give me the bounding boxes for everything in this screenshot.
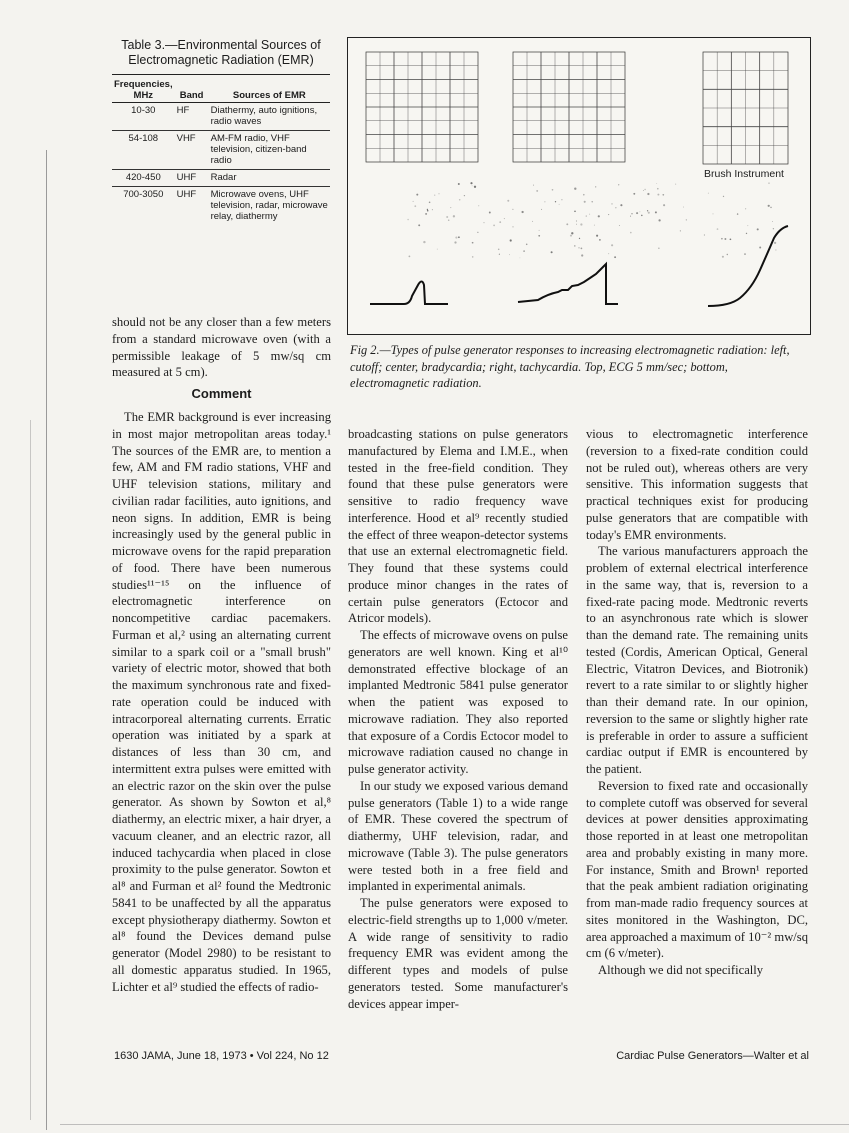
scan-speck (512, 209, 513, 210)
pulse-response-traces (348, 38, 810, 334)
scan-speck (768, 182, 769, 183)
scan-speck (483, 222, 484, 223)
scan-speck (773, 228, 774, 229)
scan-speck (425, 213, 427, 215)
column-1-continuation (112, 314, 331, 381)
scan-speck (722, 256, 724, 258)
table-title: Table 3.—Environmental Sources of Electromagnetic Radiation (EMR) (121, 38, 321, 67)
cell-frequency: 420-450 (112, 170, 175, 187)
footer-journal-citation: 1630 JAMA, June 18, 1973 • Vol 224, No 12 (114, 1050, 329, 1062)
column-1-body (112, 409, 331, 995)
scan-speck (772, 221, 773, 222)
scan-speck (644, 189, 645, 190)
scan-speck (561, 199, 562, 200)
scan-speck (633, 193, 635, 195)
section-heading-comment: Comment (191, 386, 252, 401)
scan-speck (574, 188, 576, 190)
table-row (112, 131, 330, 170)
cell-sources: Microwave ovens, UHF television, radar, microwave relay, diathermy (210, 189, 328, 222)
cell-band: UHF (176, 189, 197, 200)
environmental-sources-table (112, 36, 330, 286)
scan-speck (504, 218, 505, 219)
scan-speck (757, 228, 759, 230)
scan-speck (437, 249, 438, 250)
scan-speck (683, 207, 684, 208)
scan-speck (489, 212, 491, 214)
scan-speck (438, 193, 439, 194)
scan-speck (510, 239, 512, 241)
scan-speck (427, 210, 429, 212)
scan-speck (717, 228, 719, 230)
scan-speck (598, 215, 600, 217)
scan-speck (459, 199, 461, 201)
cell-sources: Diathermy, auto ignitions, radio waves (209, 103, 330, 131)
scan-speck (555, 201, 556, 202)
scan-speck (639, 211, 640, 212)
scan-speck (608, 214, 609, 215)
paragraph: In our study we exposed various demand pulse generators (Table 1) to a wide range of EMR. These covered the spectrum of diathermy, UHF television, radar, and microwave (Table 3). The pulse generators were tested both in a free field and implanted in experimental animals. (348, 778, 568, 894)
cell-band: HF (175, 103, 209, 131)
scan-speck (498, 249, 500, 251)
table-row (112, 187, 330, 226)
scan-speck (499, 254, 500, 255)
scan-speck (723, 196, 724, 197)
scan-speck (509, 254, 510, 255)
scan-speck (583, 194, 585, 196)
scan-speck (578, 247, 580, 249)
scan-speck (704, 234, 705, 235)
scan-speck (680, 230, 681, 231)
scan-speck (727, 254, 728, 255)
table-row (112, 103, 330, 131)
scan-speck (539, 230, 540, 231)
scan-speck (414, 205, 416, 207)
scan-speck (423, 241, 425, 243)
footer-running-title: Cardiac Pulse Generators—Walter et al (616, 1050, 809, 1062)
scan-speck (721, 238, 723, 240)
scan-speck (657, 188, 659, 190)
scan-speck (675, 184, 676, 185)
scan-speck (643, 190, 644, 191)
scan-speck (519, 257, 520, 258)
scan-speck (429, 202, 431, 204)
scan-speck (724, 238, 726, 240)
scan-speck (594, 225, 595, 226)
scan-speck (618, 184, 619, 185)
scan-speck (774, 242, 776, 244)
scan-speck (418, 224, 420, 226)
scan-speck (611, 203, 612, 204)
scan-speck (658, 219, 660, 221)
scan-speck (458, 183, 460, 185)
col-header-sources: Sources of EMR (209, 77, 330, 103)
cell-frequency: 54-108 (112, 131, 175, 170)
brush-instrument-label: Brush Instrument (704, 168, 784, 180)
scan-speck (655, 211, 657, 213)
scan-speck (570, 235, 572, 237)
scan-speck (775, 249, 776, 250)
scan-speck (611, 244, 613, 246)
scan-speck (493, 225, 495, 227)
scan-speck (464, 195, 465, 196)
scan-speck (532, 221, 533, 222)
scan-speck (432, 209, 433, 210)
scan-speck (571, 232, 573, 234)
scan-speck (770, 207, 772, 209)
paragraph: vious to electromagnetic interference (reversion to a fixed-rate condition could not be ruled out), whereas others are very sensitive. This information suggests that practical techniques exist for producing pulse generators that are compatible with today's EMR environments. (586, 427, 808, 542)
figure-2 (347, 37, 811, 335)
scan-speck (536, 190, 538, 192)
scan-speck (446, 216, 448, 218)
scan-speck (631, 213, 632, 214)
paragraph: Although we did not specifically (598, 963, 764, 977)
scan-speck (409, 256, 411, 258)
scan-speck (580, 223, 582, 225)
scan-speck (416, 194, 418, 196)
scan-speck (615, 207, 616, 208)
column-2-body (348, 426, 568, 1012)
scan-speck (499, 221, 501, 223)
scan-speck (662, 194, 664, 196)
paragraph: The EMR background is ever increasing in most major metropolitan areas today.¹ The sources of the EMR are, to mention a few, AM and FM radio stations, VHF and UHF television stations, military and civilian radar facilities, auto ignitions, and neon signs. In addition, EMR is being increasingly used by the general public in microwave ovens for the rapid preparation of food. There have been numerous studies¹¹⁻¹⁵ on the influence of electromagnetic interference on noncompetitive cardiac pacemakers. Furman et al,² using an alternating current similar to a spark coil or a "small brush" variety of electric motor, showed that both the maximum synchronous rate and fixed-rate operation could be induced with intracorporeal alternating currents. Erratic operation was initiated by a spark at distances of less than 30 cm, and intermittent extra pulses were emitted with an electric razor on the skin over the pulse generator. As shown by Sowton et al,⁸ diathermy, an electric mixer, a hair dryer, a vacuum cleaner, and an electric razor, all induced tachycardia when placed in close proximity to the pulse generator. Sowton et al⁸ and Furman et al² found the Medtronic 5841 to be unaffected by all the apparatus except physiotherapy diathermy. Sowton et al⁸ found the Devices demand pulse generator (Model 2980) to be resistant to all domestic apparatus studied. In 1965, Lichter et al⁹ studied the effects of radio- (112, 410, 331, 994)
scan-speck (472, 185, 473, 186)
cell-sources: AM-FM radio, VHF television, citizen-band radio (209, 131, 330, 170)
scan-speck (747, 225, 748, 226)
scan-speck (658, 248, 659, 249)
scan-speck (596, 235, 598, 237)
scan-speck (608, 253, 609, 254)
scan-speck (648, 212, 650, 214)
scan-speck (656, 183, 657, 184)
scan-speck (448, 219, 449, 220)
scan-speck (641, 215, 643, 217)
scan-speck (581, 254, 583, 256)
cutoff-trace (370, 282, 448, 305)
cell-frequency: 700-3050 (123, 189, 164, 200)
scan-speck (478, 205, 479, 206)
scan-speck (454, 241, 456, 243)
scan-speck (630, 216, 631, 217)
scan-speck (458, 236, 460, 238)
scan-speck (657, 194, 659, 196)
cell-band: VHF (175, 131, 209, 170)
scan-speck (450, 207, 451, 208)
scan-speck (576, 221, 577, 222)
scan-speck (647, 210, 648, 211)
column-3-body (586, 426, 808, 979)
scan-speck (586, 215, 587, 216)
scan-speck (472, 242, 474, 244)
scan-speck (595, 186, 596, 187)
bottom-scan-line (60, 1124, 849, 1125)
scan-speck (574, 210, 576, 212)
tachycardia-trace (708, 226, 788, 306)
scan-speck (599, 239, 601, 241)
scan-speck (663, 204, 665, 206)
paragraph: The various manufacturers approach the problem of external electrical interference in the same way, that is, reversion to a fixed-rate pacing mode. Medtronic reverts to an asynchronous rate which is slower than the demand rate. The remaining units tested (Cordis, American Optical, General Electric, Vitatron Devices, and Biotronik) revert to a rate similar to or slightly higher than their demand rate. In our opinion, reversion to the same or slightly higher rate is preferable in order to assure a sufficient cardiac output if EMR is encountered by the patient. (586, 544, 808, 776)
scan-speck (620, 204, 622, 206)
scan-speck (559, 204, 560, 205)
figure-caption: Fig 2.—Types of pulse generator responses to increasing electromagnetic radiation: left, cutoff; center, bradycardia; right, tachycardia. Top, ECG 5 mm/sec; bottom, electromagnetic radiation. (350, 343, 790, 390)
scan-speck (576, 224, 577, 225)
scan-speck (507, 200, 509, 202)
scan-speck (574, 245, 576, 247)
scan-speck (477, 232, 478, 233)
scan-speck (589, 214, 590, 215)
scan-speck (474, 186, 476, 188)
scan-speck (584, 201, 586, 203)
cell-sources: Radar (209, 170, 330, 187)
scan-speck (566, 223, 568, 225)
scan-speck (686, 219, 687, 220)
scan-speck (713, 213, 714, 214)
col-header-frequencies: Frequencies, MHz (114, 79, 173, 101)
scan-speck (551, 251, 553, 253)
cell-band: UHF (175, 170, 209, 187)
scan-speck (579, 238, 580, 239)
scan-speck (759, 247, 761, 249)
scan-speck (591, 201, 592, 202)
scan-speck (544, 201, 545, 202)
scan-speck (737, 213, 738, 214)
scan-speck (453, 215, 455, 217)
paragraph: should not be any closer than a few meters from a standard microwave oven (with a permissible leakage of 5 mw/sq cm measured at 5 cm). (112, 315, 331, 380)
scan-speck (746, 233, 747, 234)
scan-speck (521, 211, 523, 213)
scan-speck (533, 185, 534, 186)
scan-speck (744, 253, 745, 254)
paragraph: The pulse generators were exposed to electric-field strengths up to 1,000 v/meter. A wide range of sensitivity to radio frequency EMR was evident among the different types and models of pulse generators tested. Some manufacturer's devices appear imper- (348, 896, 568, 1011)
scan-speck (413, 201, 414, 202)
scan-speck (552, 189, 554, 191)
scan-speck (636, 212, 638, 214)
scan-speck (427, 209, 428, 210)
scan-speck (472, 256, 474, 258)
scan-speck (455, 237, 457, 239)
scan-speck (745, 208, 746, 209)
scan-speck (470, 182, 472, 184)
margin-scan-line (30, 420, 31, 1120)
scan-speck (619, 225, 620, 226)
scan-speck (708, 193, 709, 194)
scan-speck (526, 244, 528, 246)
margin-scan-line (46, 150, 47, 1130)
scan-speck (512, 226, 513, 227)
scan-speck (647, 193, 649, 195)
table-row (112, 170, 330, 187)
scan-speck (630, 232, 632, 234)
paragraph: Reversion to fixed rate and occasionally to complete cutoff was observed for several devices at power densities approximating those reported in at least one metropolitan area and probably existing in many more. For instance, Smith and Brown¹ reported that the peak ambient radiation originating from man-made radio frequency sources at sites monitored in the Washington, DC, area approached a maximum of 10⁻² mw/sq cm (6 v/meter). (586, 778, 808, 961)
emr-sources-table (112, 77, 330, 225)
scan-speck (523, 250, 525, 252)
scan-speck (614, 256, 616, 258)
scan-speck (434, 195, 435, 196)
scan-speck (407, 219, 409, 221)
scan-speck (730, 238, 732, 240)
scan-speck (541, 209, 542, 210)
scan-speck (768, 205, 770, 207)
scan-speck (538, 235, 540, 237)
paragraph: broadcasting stations on pulse generators manufactured by Elema and I.M.E., when tested in the free-field condition. They found that these pulse generators were sensitive to radio frequency wave interference. Hood et al⁹ recently studied the effect of three weapon-detector systems that use an external electromagnetic field. They found that these systems could produce minor changes in the rates of certain pulse generators (Ectocor and Atricor models). (348, 427, 568, 626)
cell-frequency: 10-30 (112, 103, 175, 131)
paragraph: The effects of microwave ovens on pulse generators are well known. King et al¹⁰ demonstrated effective blockage of an implanted Medtronic 5841 pulse generator when the patient was exposed to microwave radiation. They also reported that exposure of a Cordis Ectocor model to microwave radiation caused no change in pulse generator activity. (348, 628, 568, 776)
col-header-band: Band (175, 77, 209, 103)
bradycardia-trace (518, 264, 618, 304)
scan-speck (581, 248, 583, 250)
